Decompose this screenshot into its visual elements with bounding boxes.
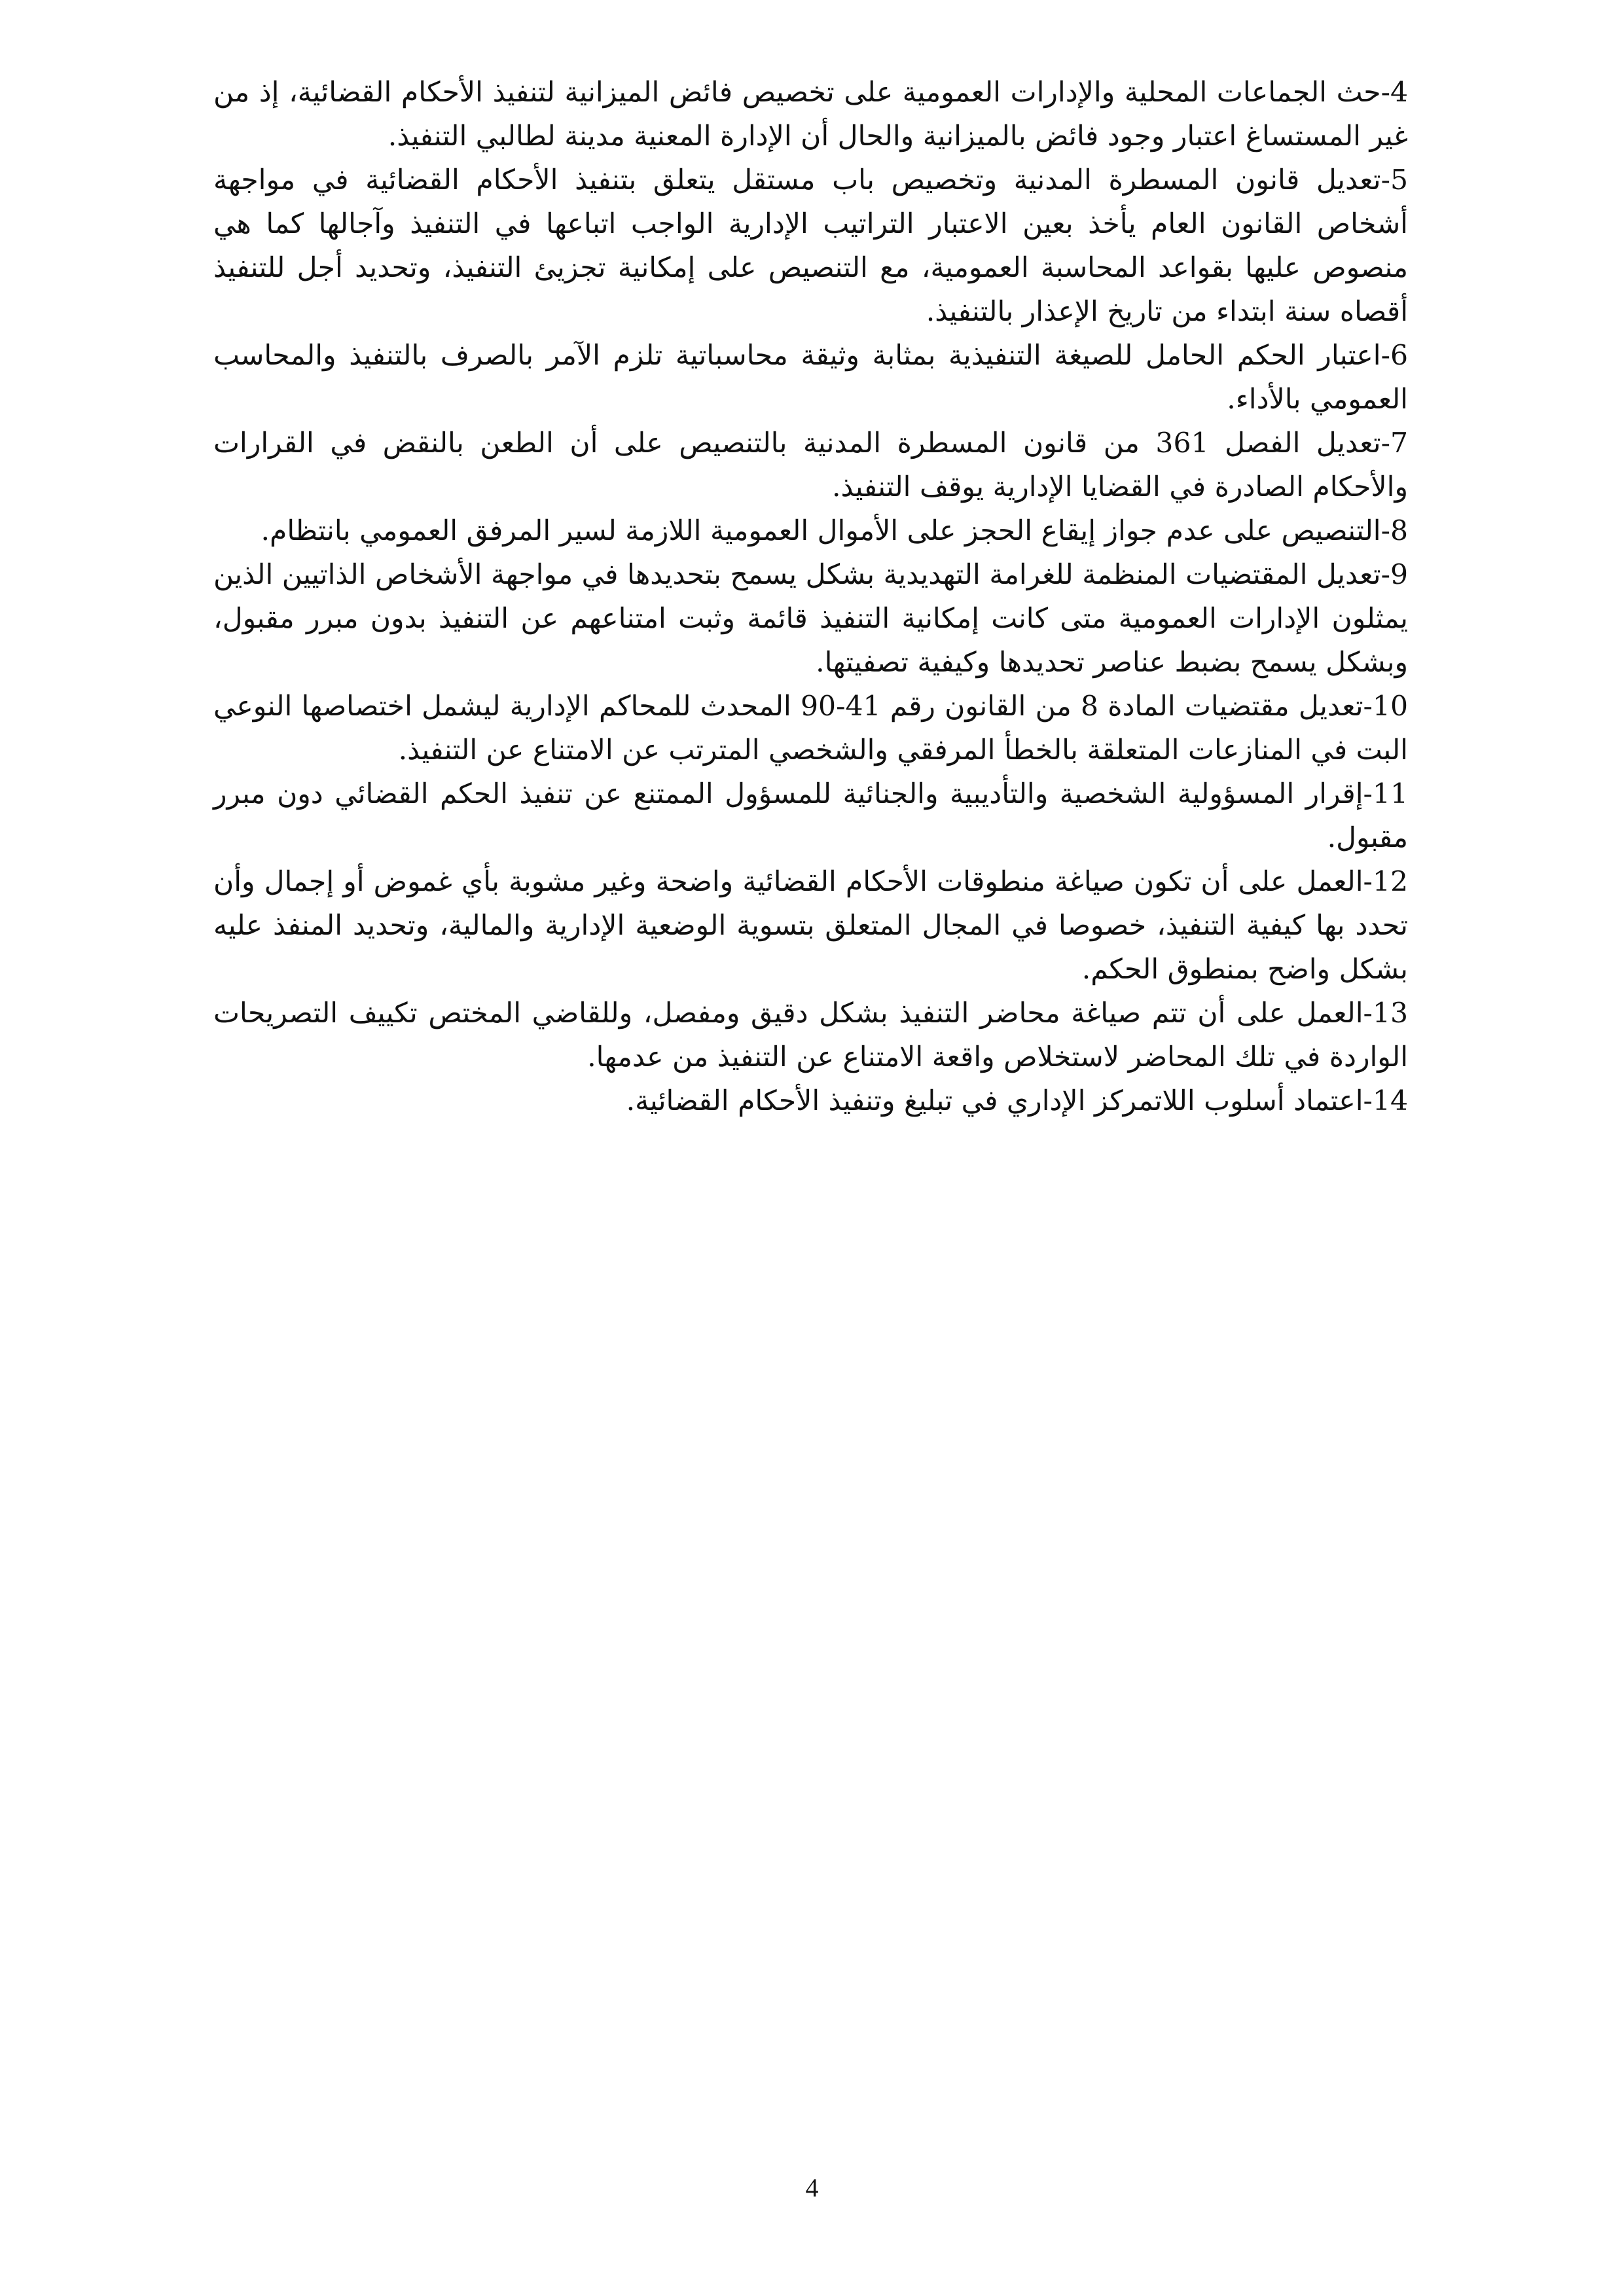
recommendation-9: 9-تعديل المقتضيات المنظمة للغرامة التهديدية بشكل يسمح بتحديدها في مواجهة الأشخاص الذاتيين الذين يمثلون الإدارات العمومية متى كانت إمكانية التنفيذ قائمة وثبت امتناعهم عن التنفيذ بدون مبرر مقبول، وبشكل يسمح بضبط عناصر تحديدها وكيفية تصفيتها.	[213, 559, 1408, 679]
recommendations-list	[213, 71, 1408, 1123]
recommendation-6: 6-اعتبار الحكم الحامل للصيغة التنفيذية بمثابة وثيقة محاسباتية تلزم الآمر بالصرف بالتنفيذ والمحاسب العمومي بالأداء.	[213, 340, 1408, 416]
recommendation-14: 14-اعتماد أسلوب اللاتمركز الإداري في تبليغ وتنفيذ الأحكام القضائية.	[626, 1085, 1408, 1117]
recommendation-11: 11-إقرار المسؤولية الشخصية والتأديبية والجنائية للمسؤول الممتنع عن تنفيذ الحكم القضائي دون مبرر مقبول.	[213, 778, 1408, 854]
recommendation-10: 10-تعديل مقتضيات المادة 8 من القانون رقم 41-90 المحدث للمحاكم الإدارية ليشمل اختصاصها النوعي البت في المنازعات المتعلقة بالخطأ المرفقي والشخصي المترتب عن الامتناع عن التنفيذ.	[213, 691, 1408, 766]
recommendation-12: 12-العمل على أن تكون صياغة منطوقات الأحكام القضائية واضحة وغير مشوبة بأي غموض أو إجمال وأن تحدد بها كيفية التنفيذ، خصوصا في المجال المتعلق بتسوية الوضعية الإدارية والمالية، وتحديد المنفذ عليه بشكل واضح بمنطوق الحكم.	[213, 866, 1408, 986]
recommendation-7: 7-تعديل الفصل 361 من قانون المسطرة المدنية بالتنصيص على أن الطعن بالنقض في القرارات والأحكام الصادرة في القضايا الإدارية يوقف التنفيذ.	[213, 427, 1408, 503]
recommendation-13: 13-العمل على أن تتم صياغة محاضر التنفيذ بشكل دقيق ومفصل، وللقاضي المختص تكييف التصريحات الواردة في تلك المحاضر لاستخلاص واقعة الامتناع عن التنفيذ من عدمها.	[213, 997, 1408, 1073]
recommendation-5: 5-تعديل قانون المسطرة المدنية وتخصيص باب مستقل يتعلق بتنفيذ الأحكام القضائية في مواجهة أشخاص القانون العام يأخذ بعين الاعتبار التراتيب الإدارية الواجب اتباعها في التنفيذ وآجالها كما هي منصوص عليها بقواعد المحاسبة العمومية، مع التنصيص على إمكانية تجزيئ التنفيذ، وتحديد أجل للتنفيذ أقصاه سنة ابتداء من تاريخ الإعذار بالتنفيذ.	[213, 164, 1408, 328]
recommendation-8: 8-التنصيص على عدم جواز إيقاع الحجز على الأموال العمومية اللازمة لسير المرفق العمومي بانتظام.	[261, 515, 1408, 547]
recommendation-4: 4-حث الجماعات المحلية والإدارات العمومية على تخصيص فائض الميزانية لتنفيذ الأحكام القضائية، إذ من غير المستساغ اعتبار وجود فائض بالميزانية والحال أن الإدارة المعنية مدينة لطالبي التنفيذ.	[213, 77, 1408, 152]
page-number: 4	[805, 2173, 819, 2202]
